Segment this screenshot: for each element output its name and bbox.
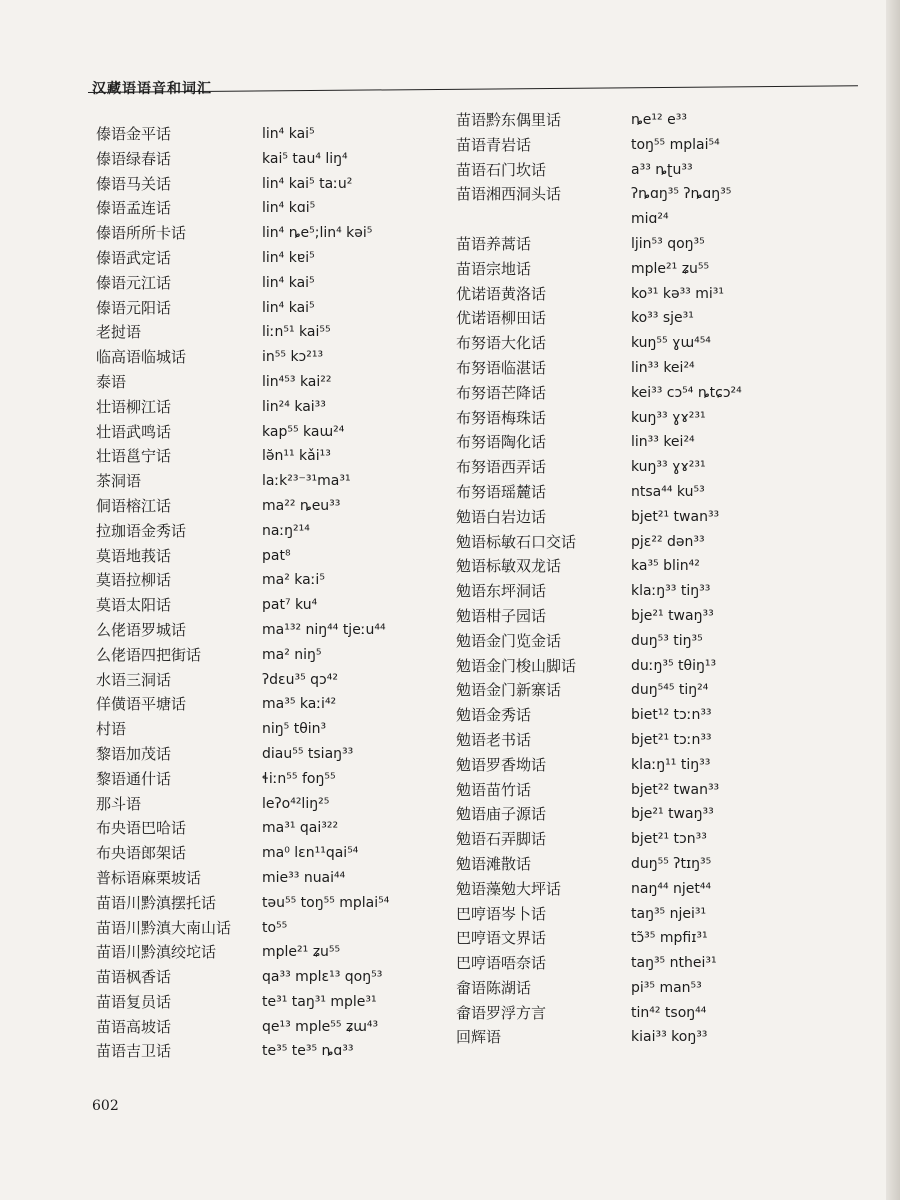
language-name: 傣语所所卡话 <box>96 224 187 243</box>
word-form: bje²¹ twaŋ³³ <box>631 806 714 823</box>
language-name: 苗语湘西洞头话 <box>456 185 562 204</box>
language-name: 布努语大化话 <box>456 334 547 353</box>
word-form: pi³⁵ man⁵³ <box>631 979 702 996</box>
word-form: bjet²² twan³³ <box>631 781 720 798</box>
language-name: 勉语东坪洞话 <box>456 582 547 601</box>
language-name: 布努语陶化话 <box>456 433 547 452</box>
word-form: bjet²¹ twan³³ <box>631 508 720 525</box>
language-name: 勉语柑子园话 <box>456 606 547 625</box>
language-name: 苗语石门坎话 <box>456 160 547 179</box>
word-form: bjet²¹ tɔn³³ <box>631 831 707 848</box>
language-name: 苗语枫香话 <box>96 968 172 987</box>
word-form: to⁵⁵ <box>262 919 288 936</box>
word-form: bjet²¹ tɔːn³³ <box>631 731 712 748</box>
word-form: taŋ³⁵ njei³¹ <box>631 905 707 922</box>
language-name: 巴哼语岑卜话 <box>456 904 547 923</box>
word-form: ko³¹ kə³³ mi³¹ <box>631 285 724 302</box>
word-form: lin²⁴ kai³³ <box>262 398 326 415</box>
word-form: in⁵⁵ kɔ²¹³ <box>262 349 324 366</box>
language-name: 傣语元江话 <box>96 273 172 292</box>
language-name: 布努语临湛话 <box>456 358 547 377</box>
language-name: 勉语苗竹话 <box>456 780 532 799</box>
language-name: 普标语麻栗坡话 <box>96 868 202 887</box>
word-form: duːŋ³⁵ tθiŋ¹³ <box>631 657 717 674</box>
word-form: naːŋ²¹⁴ <box>262 522 310 539</box>
word-form: bje²¹ twaŋ³³ <box>631 607 714 624</box>
language-name: 村语 <box>96 720 127 739</box>
word-form: lin³³ kei²⁴ <box>631 434 695 451</box>
language-name: 优诺语柳田话 <box>456 309 547 328</box>
word-form: lin⁴ kai⁵ <box>262 299 315 316</box>
word-form: lin⁴ kai⁵ <box>262 126 315 142</box>
word-form: lin⁴ kɐi⁵ <box>262 249 315 266</box>
word-form: duŋ⁵⁴⁵ tiŋ²⁴ <box>631 682 709 699</box>
word-form: ljin⁵³ qoŋ³⁵ <box>631 235 705 252</box>
language-name: 么佬语罗城话 <box>96 620 187 639</box>
language-name: 勉语滩散话 <box>456 854 532 873</box>
language-name: 莫语拉柳话 <box>96 571 172 590</box>
word-form: kiai³³ koŋ³³ <box>631 1029 708 1046</box>
language-name: 勉语罗香坳话 <box>456 755 547 774</box>
word-form: mie³³ nuai⁴⁴ <box>262 869 346 886</box>
language-name: 勉语藻勉大坪话 <box>456 879 562 898</box>
language-name: 傣语马关话 <box>96 174 172 193</box>
language-name: 佯僙语平塘话 <box>96 695 187 714</box>
language-name: 壮语柳江话 <box>96 397 172 416</box>
word-form: miɑ²⁴ <box>631 211 669 228</box>
language-name: 勉语金秀话 <box>456 706 532 725</box>
word-form: kap⁵⁵ kaɯ²⁴ <box>262 423 345 440</box>
language-name: 巴哼语唔奈话 <box>456 954 547 973</box>
word-form: kai⁵ tau⁴ liŋ⁴ <box>262 150 348 167</box>
language-name: 苗语青岩话 <box>456 135 532 154</box>
language-name: 侗语榕江话 <box>96 496 172 515</box>
word-form: ma³⁵ kaːi⁴² <box>262 696 337 713</box>
word-form: ma²² ȵeu³³ <box>262 497 341 514</box>
language-name: 黎语加茂话 <box>96 744 172 763</box>
word-form: mple²¹ ʑu⁵⁵ <box>262 944 341 961</box>
word-form: tɔ̃³⁵ mpfiɪ³¹ <box>631 930 708 947</box>
word-form: niŋ⁵ tθin³ <box>262 721 327 738</box>
language-name: 苗语复员话 <box>96 992 172 1011</box>
language-name: 勉语金门新寨话 <box>456 681 562 700</box>
word-form: klaːŋ¹¹ tiŋ³³ <box>631 756 711 773</box>
language-name: 茶洞语 <box>96 472 142 491</box>
language-name: 苗语宗地话 <box>456 259 532 278</box>
language-name: 傣语元阳话 <box>96 298 172 317</box>
word-form: pat⁷ ku⁴ <box>262 597 318 614</box>
language-name: 勉语白岩边话 <box>456 507 547 526</box>
page-edge <box>886 0 900 1200</box>
word-form: ʔdɛu³⁵ qɔ⁴² <box>262 671 338 688</box>
language-name: 苗语吉卫话 <box>96 1042 172 1061</box>
language-name: 巴哼语文界话 <box>456 929 547 948</box>
language-name: 傣语武定话 <box>96 248 172 267</box>
word-form: taŋ³⁵ nthei³¹ <box>631 955 717 972</box>
word-form: ma² niŋ⁵ <box>262 646 322 663</box>
word-form: ma² kaːi⁵ <box>262 572 325 589</box>
word-form: toŋ⁵⁵ mplai⁵⁴ <box>631 136 720 153</box>
language-name: 布央语郎架话 <box>96 844 187 863</box>
language-name: 苗语养蒿话 <box>456 234 532 253</box>
word-form: tǝu⁵⁵ toŋ⁵⁵ mplai⁵⁴ <box>262 894 390 911</box>
language-name: 壮语武鸣话 <box>96 422 172 441</box>
word-form: lin⁴ kɑi⁵ <box>262 200 316 217</box>
language-name: 傣语孟连话 <box>96 199 172 218</box>
word-form: te³¹ taŋ³¹ mple³¹ <box>262 993 377 1010</box>
language-name <box>456 207 621 232</box>
language-name: 老挝语 <box>96 323 142 342</box>
word-form: liːn⁵¹ kai⁵⁵ <box>262 324 331 341</box>
language-name: 临高语临城话 <box>96 348 187 367</box>
word-form: te³⁵ te³⁵ ȵɑ³³ <box>262 1043 354 1060</box>
word-form: lin³³ kei²⁴ <box>631 359 695 376</box>
language-name: 那斗语 <box>96 794 142 813</box>
word-form: pjɛ²² dən³³ <box>631 533 705 550</box>
word-form: lin⁴⁵³ kai²² <box>262 373 332 390</box>
page-number: 602 <box>92 1098 119 1114</box>
word-form: naŋ⁴⁴ njet⁴⁴ <box>631 880 712 897</box>
word-form: ka³⁵ blin⁴² <box>631 558 700 575</box>
language-name: 苗语川黔滇绞坨话 <box>96 943 217 962</box>
left-language-names <box>96 122 256 1064</box>
word-form: laːk²³⁻³¹ma³¹ <box>262 473 351 490</box>
word-form: ntsa⁴⁴ ku⁵³ <box>631 483 705 500</box>
language-name: 布努语芒降话 <box>456 383 547 402</box>
language-name: 莫语地莪话 <box>96 546 172 565</box>
word-form: ȵe¹² e³³ <box>631 112 687 128</box>
word-form: kuŋ³³ ɣɤ²³¹ <box>631 409 706 426</box>
language-name: 布努语西弄话 <box>456 458 547 477</box>
language-name: 壮语邕宁话 <box>96 447 172 466</box>
language-name: 么佬语四把街话 <box>96 645 202 664</box>
language-name: 畲语罗浮方言 <box>456 1003 547 1022</box>
language-name: 回辉语 <box>456 1028 502 1047</box>
word-form: qe¹³ mple⁵⁵ ʑɯ⁴³ <box>262 1018 379 1035</box>
right-language-names <box>456 108 621 1050</box>
word-form: duŋ⁵³ tiŋ³⁵ <box>631 632 703 649</box>
word-form: ma¹³² niŋ⁴⁴ tjeːu⁴⁴ <box>262 621 386 638</box>
word-form: ma³¹ qai³²² <box>262 820 339 837</box>
word-form: mple²¹ ʑu⁵⁵ <box>631 260 710 277</box>
language-name: 苗语川黔滇摆托话 <box>96 893 217 912</box>
language-name: 黎语通什话 <box>96 769 172 788</box>
word-form: kuŋ³³ ɣɤ²³¹ <box>631 459 706 476</box>
word-form: pat⁸ <box>262 547 291 564</box>
language-name: 傣语金平话 <box>96 125 172 143</box>
right-word-forms <box>631 108 796 1050</box>
word-form: ma⁰ lɛn¹¹qai⁵⁴ <box>262 845 359 862</box>
word-form: lin⁴ kai⁵ taːu² <box>262 175 353 192</box>
word-form: klaːŋ³³ tiŋ³³ <box>631 583 711 600</box>
language-name: 傣语绿春话 <box>96 149 172 168</box>
language-name: 勉语石弄脚话 <box>456 830 547 849</box>
language-name: 布努语瑶麓话 <box>456 482 547 501</box>
language-name: 勉语标敏双龙话 <box>456 557 562 576</box>
language-name: 布努语梅珠话 <box>456 408 547 427</box>
word-form: diau⁵⁵ tsiaŋ³³ <box>262 745 354 762</box>
running-header: 汉藏语语音和词汇 <box>92 81 212 97</box>
language-name: 勉语金门梭山脚话 <box>456 656 577 675</box>
language-name: 优诺语黄洛话 <box>456 284 547 303</box>
left-word-forms <box>262 122 442 1064</box>
language-name: 莫语太阳话 <box>96 596 172 615</box>
word-form: lin⁴ kai⁵ <box>262 274 315 291</box>
language-name: 勉语庙子源话 <box>456 805 547 824</box>
word-form: kuŋ⁵⁵ ɣɯ⁴⁵⁴ <box>631 335 711 352</box>
word-form: kei³³ cɔ⁵⁴ ȵtɕɔ²⁴ <box>631 384 742 401</box>
word-form: qa³³ mplɛ¹³ qoŋ⁵³ <box>262 969 383 986</box>
word-form: a³³ ȵʈu³³ <box>631 161 693 178</box>
word-form: biet¹² tɔːn³³ <box>631 707 712 724</box>
language-name: 畲语陈湖话 <box>456 978 532 997</box>
language-name: 布央语巴哈话 <box>96 819 187 838</box>
language-name: 水语三洞话 <box>96 670 172 689</box>
word-form: ɬiːn⁵⁵ foŋ⁵⁵ <box>262 770 336 787</box>
language-name: 勉语金门览金话 <box>456 631 562 650</box>
language-name: 泰语 <box>96 372 127 391</box>
language-name: 苗语川黔滇大南山话 <box>96 918 232 937</box>
word-form: lə̆n¹¹ kǎi¹³ <box>262 448 331 465</box>
language-name: 拉珈语金秀话 <box>96 521 187 540</box>
language-name: 勉语标敏石口交话 <box>456 532 577 551</box>
word-form: tin⁴² tsoŋ⁴⁴ <box>631 1004 707 1021</box>
word-form: ko³³ sje³¹ <box>631 310 694 327</box>
word-form: leʔo⁴²liŋ²⁵ <box>262 795 330 812</box>
language-name: 苗语高坡话 <box>96 1017 172 1036</box>
word-form: lin⁴ ȵe⁵;lin⁴ kəi⁵ <box>262 225 373 242</box>
language-name: 苗语黔东偶里话 <box>456 111 562 129</box>
word-form: ʔȵɑŋ³⁵ ʔȵɑŋ³⁵ <box>631 186 732 203</box>
word-form: duŋ⁵⁵ ʔtɪŋ³⁵ <box>631 855 712 872</box>
language-name: 勉语老书话 <box>456 730 532 749</box>
